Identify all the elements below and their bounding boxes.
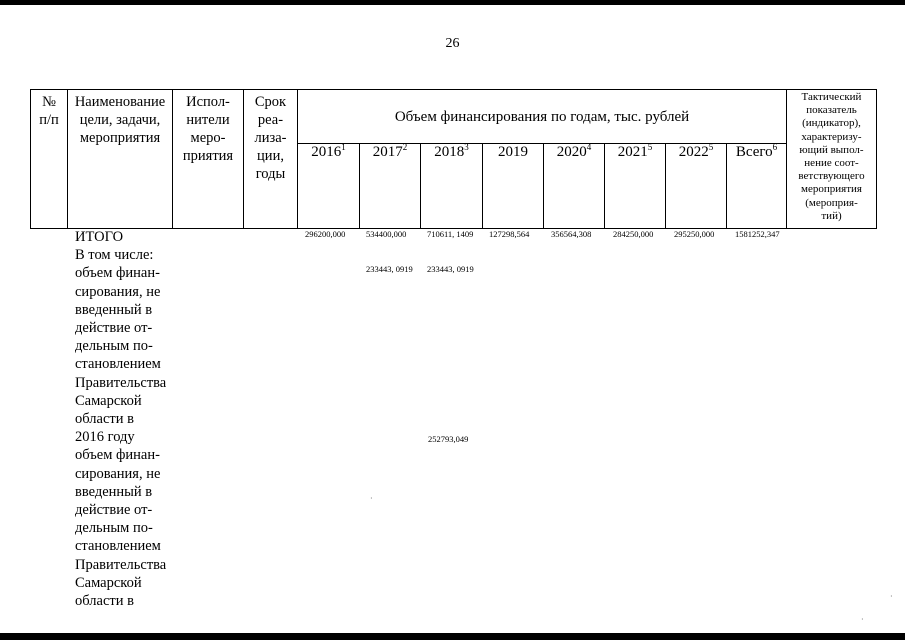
decree-2016-value-2018: 233443, 0919	[427, 264, 474, 274]
scan-speck: ·	[890, 592, 893, 601]
header-col-executors: Испол- нители меро- приятия	[182, 94, 234, 164]
header-year-2016: 2016$^1$	[311, 142, 346, 160]
page-number: 26	[445, 36, 460, 51]
header-year-2020: 2020$^4$	[556, 142, 592, 160]
header-col-term: Срок реа- лиза- ции, годы	[254, 94, 287, 182]
header-year-2021: 2021$^5$	[617, 142, 653, 160]
header-funding-title: Объем финансирования по годам, тыс. рублей	[394, 109, 690, 125]
header-year-2022: 2022$^5$	[678, 142, 714, 160]
header-col-indicator: Тактический показатель (индикатор), характеризу- ющий выпол- нение соот- ветствующего мероприятия (мероприя- тий)	[798, 91, 865, 222]
decree-2016-value-2017: 233443, 0919	[366, 264, 413, 274]
header-col-number: № п/п	[39, 94, 59, 128]
table-line	[876, 89, 877, 229]
table-line	[30, 89, 877, 90]
total-2019-value: 127298,564	[489, 229, 530, 239]
decree-2017-value-2018: 252793,049	[428, 434, 469, 444]
scan-speck: ·	[861, 615, 864, 624]
header-year-2018: 2018$^3$	[434, 142, 469, 160]
total-2016-value: 296200,000	[305, 229, 346, 239]
total-2021-value: 284250,000	[613, 229, 654, 239]
header-total: Всего$^6$	[735, 142, 778, 160]
total-2020-value: 356564,308	[551, 229, 592, 239]
header-year-2017: 2017$^2$	[372, 142, 408, 160]
scan-speck: ·	[370, 494, 373, 503]
total-2018-value: 710611, 1409	[427, 229, 474, 239]
header-year-2019: 2019	[498, 144, 528, 160]
header-col-name: Наименование цели, задачи, мероприятия	[74, 94, 166, 146]
row-labels: ИТОГО В том числе: объем финан- сирования, не введенный в действие от- дельным по- становлением Правительства Самарской области в 2016 году объем финан- сирования, не введенный в действие от- дельным по- становлением Правительства Самарской области в	[75, 229, 167, 610]
top-border-bar	[0, 0, 905, 5]
total-2017-value: 534400,000	[366, 229, 407, 239]
bottom-border-bar	[0, 633, 905, 640]
total-2022-value: 295250,000	[674, 229, 715, 239]
total-all-value: 1581252,347	[735, 229, 780, 239]
